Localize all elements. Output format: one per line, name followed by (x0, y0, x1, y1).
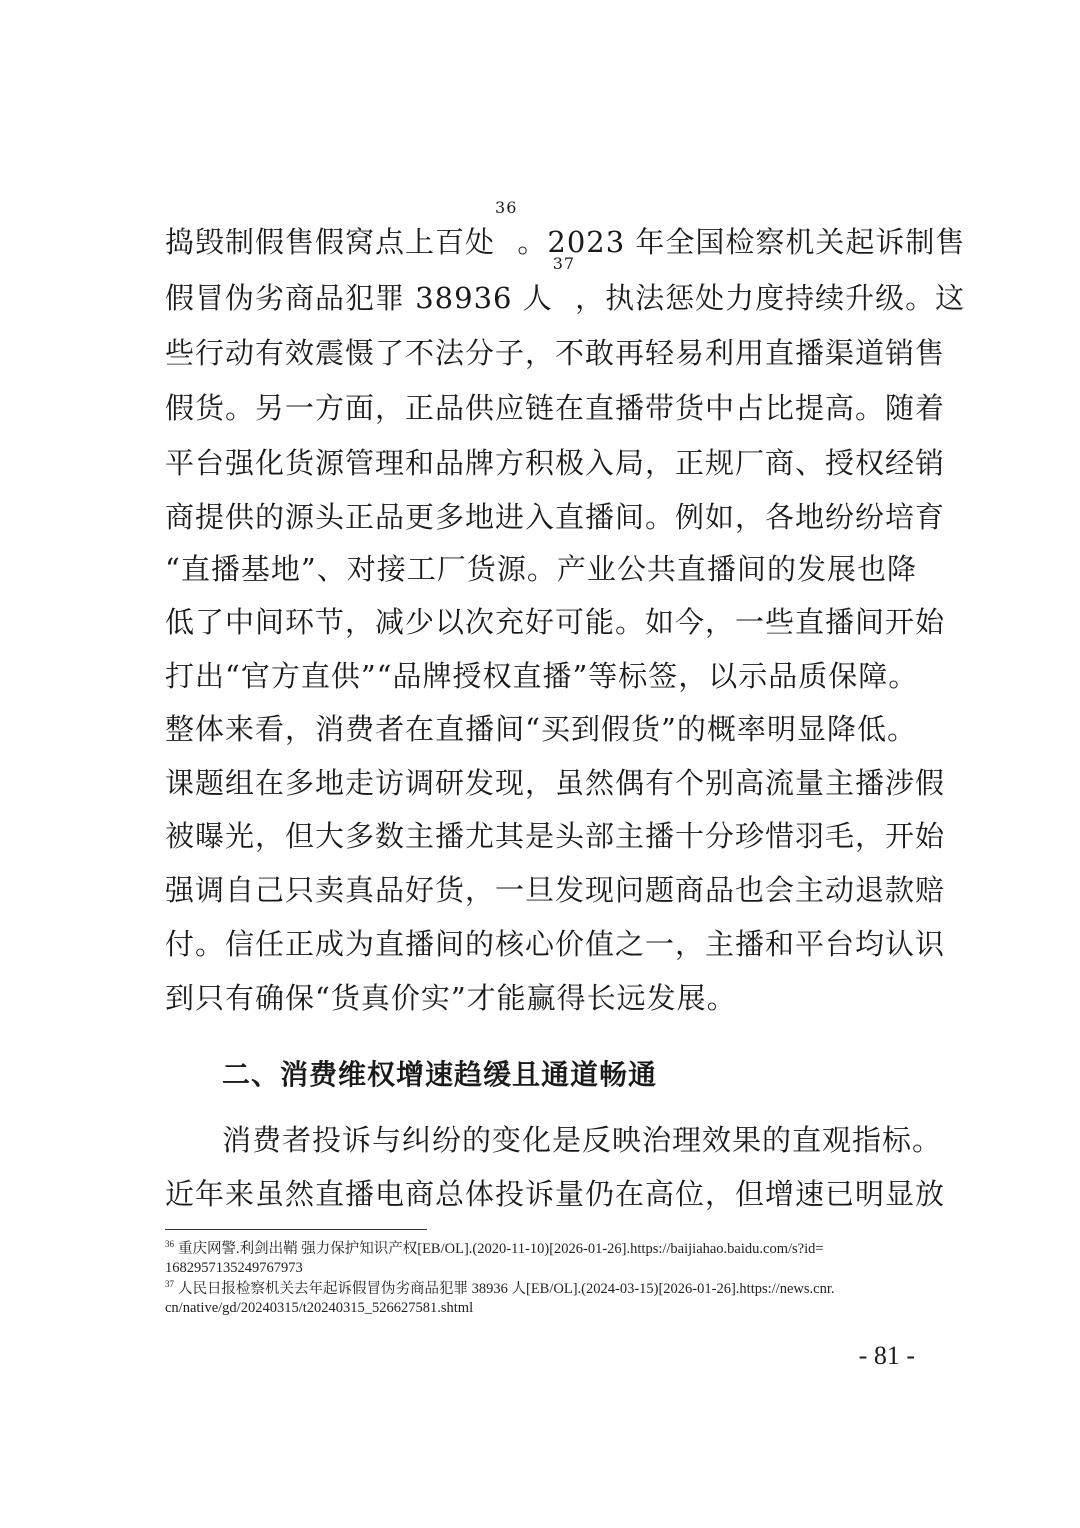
body-line-15: 到只有确保“货真价实”才能赢得长远发展。 (165, 981, 737, 1015)
body-line-9: 打出“官方直供”“品牌授权直播”等标签，以示品质保障。 (165, 659, 919, 693)
body-line-12: 被曝光，但大多数主播尤其是头部主播十分珍惜羽毛，开始 (165, 819, 946, 853)
section-line-1: 消费者投诉与纠纷的变化是反映治理效果的直观指标。 (222, 1123, 943, 1157)
page-number: - 81 - (858, 1341, 915, 1370)
footnote-37 (165, 1280, 920, 1318)
footnote-36-text[interactable]: 重庆网警.利剑出鞘 强力保护知识产权[EB/OL].(2020-11-10)[2026-01-26].https://baijiahao.baidu.com/s?id= (178, 1241, 824, 1257)
body-line-1: 捣毁制假售假窝点上百处$^{36}$。2023 年全国检察机关起诉制售 (165, 198, 966, 259)
footnote-36-line-1 (165, 1240, 920, 1259)
section-line-2: 近年来虽然直播电商总体投诉量仍在高位，但增速已明显放 (165, 1177, 946, 1211)
footnote-ref-37[interactable]: 37 (552, 254, 576, 273)
footnote-37-line-1 (165, 1280, 920, 1299)
footnote-divider (165, 1229, 427, 1230)
body-line-13: 强调自己只卖真品好货，一旦发现问题商品也会主动退款赔 (165, 873, 946, 907)
body-line-3: 些行动有效震慑了不法分子，不敢再轻易利用直播渠道销售 (165, 336, 946, 370)
body-line-6: 商提供的源头正品更多地进入直播间。例如，各地纷纷培育 (165, 500, 946, 534)
body-line-8: 低了中间环节，减少以次充好可能。如今，一些直播间开始 (165, 605, 946, 639)
body-line-11: 课题组在多地走访调研发现，虽然偶有个别高流量主播涉假 (165, 766, 946, 800)
body-line-4: 假货。另一方面，正品供应链在直播带货中占比提高。随着 (165, 391, 946, 425)
body-line-5: 平台强化货源管理和品牌方积极入局，正规厂商、授权经销 (165, 446, 946, 480)
body-line-7: “直播基地”、对接工厂货源。产业公共直播间的发展也降 (165, 552, 917, 586)
body-line-2: 假冒伪劣商品犯罪 38936 人$^{37}$，执法惩处力度持续升级。这 (165, 254, 966, 315)
footnote-37-line-2[interactable]: cn/native/gd/20240315/t20240315_526627581.shtml (165, 1300, 474, 1316)
footnote-37-text[interactable]: 人民日报检察机关去年起诉假冒伪劣商品犯罪 38936 人[EB/OL].(2024-03-15)[2026-01-26].https://news.cnr. (178, 1281, 835, 1297)
section-heading: 二、消费维权增速趋缓且通道畅通 (222, 1058, 658, 1091)
body-line-14: 付。信任正成为直播间的核心价值之一，主播和平台均认识 (165, 927, 946, 961)
footnote-37-number: 37 (165, 1279, 174, 1290)
footnote-ref-36[interactable]: 36 (495, 198, 518, 217)
body-line-10: 整体来看，消费者在直播间“买到假货”的概率明显降低。 (165, 712, 917, 746)
footnote-36-line-2[interactable]: 1682957135249767973 (165, 1260, 303, 1276)
footnote-36 (165, 1240, 920, 1278)
footnote-36-number: 36 (165, 1239, 174, 1250)
